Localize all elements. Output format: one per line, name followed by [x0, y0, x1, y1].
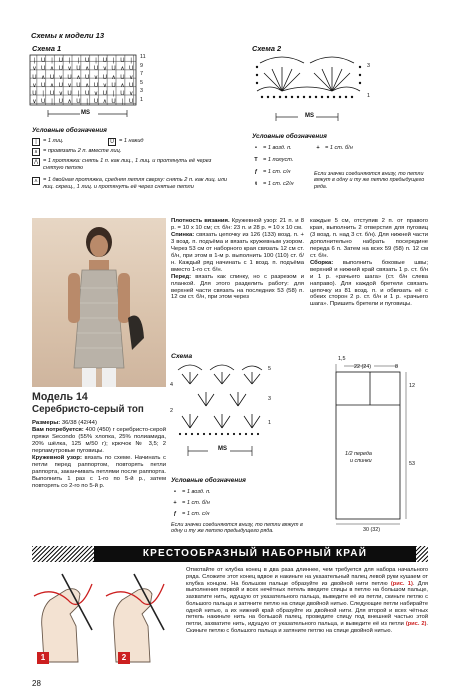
half-double-crochet-icon: T [254, 157, 258, 163]
legend-text: = 1 возд. п. [263, 145, 292, 151]
svg-text:∨: ∨ [67, 66, 72, 72]
front-label: Перед: [171, 273, 192, 280]
legend-text: = 1 ст. б/н [182, 500, 210, 506]
legend-item [171, 511, 231, 518]
scheme2-legend-title: Условные обозначения [252, 133, 327, 140]
legend-item [32, 177, 237, 190]
gauge-label: Плотность вязания. [171, 218, 230, 224]
banner-title: КРЕСТООБРАЗНЫЙ НАБОРНЫЙ КРАЙ [94, 546, 416, 562]
instruction-text: . Скиньте петлю с большого пальца и затяните петлю на спице двойной нитью. [186, 621, 429, 634]
legend-text: = провязать 2 п. вместе лиц. [43, 148, 122, 154]
svg-text:U: U [93, 66, 99, 72]
pattern-diagram [322, 356, 438, 536]
svg-text:U: U [58, 83, 63, 89]
legend-text: = 1 ст. б/н [325, 145, 353, 151]
svg-text:∨: ∨ [128, 75, 134, 81]
svg-text:U: U [41, 66, 46, 72]
svg-text:|: | [68, 58, 71, 64]
scheme2-row-number: 3 [367, 63, 370, 69]
assembly-label: Сборка: [310, 259, 334, 266]
svg-text:∧: ∧ [120, 66, 125, 72]
legend-item [252, 181, 312, 188]
legend-item [32, 148, 232, 156]
scheme3-ms-label: MS [218, 446, 227, 452]
svg-text:U: U [93, 83, 99, 89]
svg-text:U: U [120, 58, 125, 64]
svg-text:|: | [121, 99, 124, 105]
svg-text:|: | [112, 91, 115, 97]
svg-text:U: U [76, 66, 81, 72]
pattern-label-center-a: 1/2 переда [345, 451, 372, 457]
svg-text:U: U [85, 75, 90, 81]
row-number: 9 [140, 62, 143, 69]
svg-text:U: U [102, 58, 107, 64]
back-label: Спинка: [171, 231, 195, 238]
scheme1-legend-title: Условные обозначения [32, 127, 107, 134]
svg-text:U: U [129, 83, 134, 89]
svg-text:∧: ∧ [49, 66, 55, 72]
cast-on-instructions [186, 567, 428, 635]
legend-item [171, 489, 231, 496]
svg-text:|: | [42, 91, 44, 97]
scheme3-row-number: 3 [268, 396, 271, 402]
scheme3-legend-title: Условные обозначения [171, 477, 246, 484]
scheme2-title: Схема 2 [252, 44, 282, 53]
knit-symbol-icon: | [32, 138, 40, 146]
svg-text:U: U [32, 91, 37, 97]
svg-text:U: U [41, 58, 46, 64]
row-number: 1 [140, 96, 143, 103]
svg-text:|: | [130, 58, 132, 64]
svg-text:U: U [129, 99, 134, 105]
model-photo [32, 218, 166, 387]
scheme3-row-number-left: 4 [170, 382, 173, 388]
pattern-label-top-left: 1,5 [338, 356, 346, 362]
svg-text:∨: ∨ [32, 83, 37, 89]
svg-text:U: U [111, 83, 116, 89]
svg-text:∨: ∨ [32, 99, 37, 105]
svg-text:U: U [120, 91, 125, 97]
svg-text:U: U [85, 58, 90, 64]
svg-text:U: U [76, 83, 81, 89]
svg-text:∧: ∧ [84, 83, 90, 89]
assembly-text: выполнить боковые швы; верхний и нижний край связать 1 р. ст. б/н и 1 р. «рачьего шага» (ст. б/н слева направо). Для каждой бретели связать цепочку из 81 возд. п. и обвязать её с обеих сторон 2 р. ст. б/н и 1 р. «рачьего шага». Пришить бретели и пуговицы. [310, 259, 429, 308]
front-continued-text: каждые 5 см, отступив 2 п. от правого края, выполнить 2 отверстия для пуговиц (3 возд. п. над 3 ст. б/н). Для нижней части дополнительно набрать посередине переда 6 п. Затем на всех 59 (58) п. 12 см ст. б/н. [310, 218, 428, 259]
legend-text: = 1 полуст. [263, 157, 294, 163]
gauge-text: Кружевной узор: 21 п. и 8 р. = 10 х 10 см; ст. б/н: 23 п. и 28 р. = 10 х 10 см. [171, 218, 305, 231]
k2tog-symbol-icon: ∧ [32, 148, 40, 156]
svg-text:U: U [67, 91, 72, 97]
svg-text:∨: ∨ [58, 75, 64, 81]
yarn-over-symbol-icon: U [108, 138, 116, 146]
scheme3-row-number: 1 [268, 420, 271, 426]
pattern-label-bottom: 30 (32) [363, 527, 381, 533]
scheme3-row-number: 5 [268, 366, 271, 372]
scheme3-note: Если значки соединяются внизу, то петли вяжут в одну и ту же петлю предыдущего ряда. [171, 522, 303, 535]
legend-item [32, 158, 232, 171]
svg-text:∨: ∨ [102, 66, 108, 72]
pattern-label-top-mid: 22 (24) [354, 364, 372, 370]
instructions-column-3 [310, 218, 428, 308]
scheme1-ms-label: MS [81, 110, 90, 116]
pattern-label-top-right: 8 [395, 364, 398, 370]
svg-text:∨: ∨ [93, 91, 99, 97]
svg-text:U: U [111, 66, 116, 72]
pattern-label-right-bottom: 53 [409, 461, 415, 467]
svg-text:|: | [77, 91, 80, 97]
svg-text:U: U [41, 99, 46, 105]
svg-text:U: U [111, 99, 116, 105]
model-number: Модель 14 [32, 391, 88, 403]
svg-text:∨: ∨ [58, 91, 64, 97]
svg-text:∧: ∧ [67, 99, 72, 105]
svg-text:∧: ∧ [84, 66, 90, 72]
legend-text: = 1 двойная протяжка, средняя петля сверху: снять 2 п. как лиц. или лиц. скрещ., 1 лиц. и протянуть её через снятые петли [43, 177, 228, 190]
scheme2-row-number: 1 [367, 93, 370, 99]
scheme2-crochet-chart [252, 53, 380, 127]
chain-stitch-icon: • [255, 145, 257, 151]
svg-text:|: | [33, 58, 36, 64]
svg-text:∧: ∧ [111, 75, 116, 81]
svg-text:U: U [102, 75, 107, 81]
instruction-text: Отмотайте от клубка конец в два раза длиннее, чем требуется для набора начального ряда. Сложите этот конец вдвое и накиньте на указательный палец левой руки кушаем от клубка концом. На большом пальце образуйте из двойной нити петлю [186, 567, 428, 587]
svg-text:|: | [112, 58, 115, 64]
svg-text:U: U [58, 66, 63, 72]
svg-text:U: U [49, 91, 55, 97]
legend-item [108, 138, 168, 146]
legend-text: = 1 лиц. [43, 138, 64, 144]
svg-text:|: | [86, 99, 88, 105]
svg-text:U: U [76, 99, 81, 105]
legend-text: = 1 накид [119, 138, 144, 144]
page-number: 28 [32, 679, 41, 688]
section-title: Схемы к модели 13 [31, 31, 105, 40]
legend-item [171, 500, 231, 507]
pattern-label-right-top: 12 [409, 383, 415, 389]
svg-text:∨: ∨ [32, 66, 37, 72]
legend-item [32, 138, 112, 146]
row-number: 7 [140, 71, 143, 78]
figure-1-reference: (рис. 1) [390, 580, 413, 587]
svg-text:∧: ∧ [76, 75, 81, 81]
svg-text:|: | [95, 58, 97, 64]
double-crochet-icon: ƒ [173, 511, 177, 517]
svg-text:∧: ∧ [120, 83, 125, 89]
svg-text:∧: ∧ [102, 99, 108, 105]
svg-text:U: U [41, 83, 46, 89]
svg-text:U: U [93, 99, 99, 105]
scheme1-knitting-chart [28, 53, 156, 123]
legend-text: = 1 ст. с/н [263, 169, 291, 175]
svg-text:U: U [120, 75, 125, 81]
legend-text: = 1 ст. с/н [182, 511, 210, 517]
legend-item [252, 157, 312, 164]
legend-item [314, 145, 374, 152]
materials-text: 400 (450) г серебристо-серой пряжи Secondo (55% хлопка, 25% полиамида, 20% шёлка, 125 м/50 г); крючок № 3,5; 2 перламутровые пуговицы. [32, 426, 166, 454]
model-photo-illustration [32, 218, 166, 387]
svg-text:∨: ∨ [67, 83, 72, 89]
instruction-text: . Для выполнения первой и всех нечётных петель введите спицы в петлю на большом пальце, захватите нить, идущую от указательного пальца, выведите её из петли, скиньте петлю с большого пальца и затяните петлю на спице двойной нитью. Следующие петли набирайте одной нитью, а их нижний край образуйте из двойной нити. Для второй и всех чётных петель накиньте нить на большой палец, проведите спицу под внешней частью этой петли, захватите нить, идущую от указательного пальца, и выведите её из петли [186, 580, 429, 627]
row-number: 3 [140, 88, 143, 95]
legend-item [252, 145, 312, 152]
legend-text: = 1 протяжка: снять 1 п. как лиц., 1 лиц. и протянуть её через снятую петлю [43, 158, 212, 171]
figure-2-reference: (рис. 2) [405, 621, 427, 627]
legend-text: = 1 ст. с2/н [263, 181, 294, 187]
banner-stripe-left [32, 546, 94, 562]
scheme2-note: Если значки соединяются внизу, то петли вяжут в одну и ту же петлю предыдущего ряда. [314, 171, 425, 190]
svg-text:U: U [102, 91, 107, 97]
figure-1-badge: 1 [37, 652, 49, 664]
svg-text:|: | [51, 99, 53, 105]
scheme2-ms-label: MS [305, 113, 314, 119]
svg-text:∨: ∨ [128, 91, 134, 97]
legend-text: = 1 возд. п. [182, 489, 211, 495]
materials-label: Вам потребуется: [32, 426, 84, 433]
skp-symbol-icon: ⋀ [33, 159, 39, 165]
double-decrease-symbol-icon: ⋏ [32, 177, 40, 185]
back-text: связать цепочку из 126 (133) возд. п. + 3 возд. п. подъёма и вязать кружевным узором. Через 53 см от наборного края связать 12 см ст. б/н, при этом в 1-м р. выполнить 100 (110) ст. б/н. Каждый ряд начинать с 1 возд. п. подъёма вместо 1-го ст. б/н. [171, 231, 305, 273]
svg-text:∨: ∨ [93, 75, 99, 81]
treble-crochet-icon: ŧ [255, 181, 257, 187]
model-name: Серебристо-серый топ [32, 404, 144, 415]
cast-on-illustrations [32, 566, 182, 670]
svg-text:U: U [58, 58, 63, 64]
svg-text:|: | [51, 58, 53, 64]
double-crochet-icon: ƒ [254, 169, 258, 175]
chain-stitch-icon: • [174, 489, 176, 495]
scheme3-title: Схема [171, 353, 193, 360]
svg-text:∧: ∧ [40, 75, 46, 81]
svg-text:∧: ∧ [49, 83, 55, 89]
svg-text:U: U [129, 66, 134, 72]
svg-text:U: U [32, 75, 37, 81]
pattern-label-center-b: и спинки [350, 458, 372, 464]
svg-text:|: | [77, 58, 80, 64]
svg-text:U: U [67, 75, 72, 81]
pattern-text: вязать по схеме. Начинать с петли перед раппортом, повторять петли раппорта, заканчивать петлями после раппорта. Выполнить 1 раз с 1-го по 5-й р., затем повторять со 2-го по 5-й р. [32, 454, 166, 489]
single-crochet-icon: + [316, 145, 320, 151]
svg-text:U: U [58, 99, 63, 105]
model-details [32, 420, 166, 490]
svg-text:U: U [49, 75, 55, 81]
svg-text:∨: ∨ [102, 83, 108, 89]
banner-stripe-right [416, 546, 428, 562]
single-crochet-icon: + [173, 500, 177, 506]
svg-text:U: U [85, 91, 90, 97]
row-number: 5 [140, 79, 143, 86]
scheme1-row-numbers [140, 54, 150, 106]
instructions-column-2 [171, 218, 304, 301]
figure-2-badge: 2 [118, 652, 130, 664]
sizes-label: Размеры: [32, 420, 61, 426]
front-text: вязать как спинку, но с разрезом и планкой. Для этого разделить работу: для верхней части связать на последних 53 (58) п. 12 см ст. б/н, при этом через [171, 273, 304, 301]
pattern-label: Кружевной узор: [32, 454, 82, 461]
sizes-text: 36/38 (42/44) [61, 420, 97, 426]
row-number: 11 [140, 54, 146, 60]
scheme3-row-number-left: 2 [170, 408, 173, 414]
scheme1-title: Схема 1 [32, 44, 62, 53]
legend-item [252, 169, 312, 176]
